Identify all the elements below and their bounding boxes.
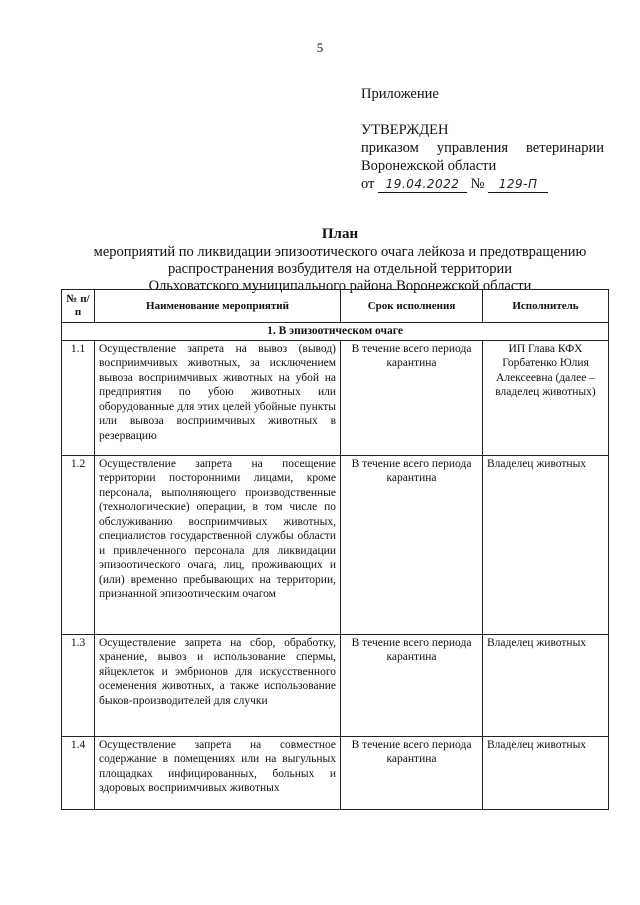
row-activity: Осуществление запрета на вывоз (вывод) восприимчивых животных, за исключением вывоза восприимчивых животных на убой на предприятия по убою животных или оборудованные для этих целей убойные пункты или вывоза восприимчивых животных в резервацию (95, 340, 341, 455)
title-line-3: Ольховатского муниципального района Воронежской области (148, 278, 532, 294)
approval-order-line: приказом управления ветеринарии (361, 140, 604, 156)
handwritten-date: 19.04.2022 (378, 177, 467, 193)
plan-heading: План (321, 226, 359, 242)
section-title: 1. В эпизоотическом очаге (62, 323, 609, 341)
from-label: от (361, 176, 375, 192)
title-line-2: распространения возбудителя на отдельной территории (168, 261, 512, 277)
row-number: 1.2 (62, 455, 95, 634)
header-term: Срок исполнения (341, 290, 483, 323)
approved-label: УТВЕРЖДЕН (361, 122, 449, 138)
row-activity: Осуществление запрета на совместное содержание в помещениях или на выгульных площадках инфицированных, больных и здоровых восприимчивых животных (95, 736, 341, 809)
number-label: № (470, 176, 485, 192)
header-num: № п/п (62, 290, 95, 323)
table-row (62, 634, 609, 736)
table-row (62, 340, 609, 455)
section-row (62, 323, 609, 341)
measures-table (61, 289, 609, 810)
row-activity: Осуществление запрета на сбор, обработку, хранение, вывоз и использование спермы, яйцеклеток и эмбрионов для искусственного осеменения животных, а также использование быков-производителей для случки (95, 634, 341, 736)
row-term: В течение всего периода карантина (341, 455, 483, 634)
row-term: В течение всего периода карантина (341, 634, 483, 736)
row-executor: Владелец животных (483, 634, 609, 736)
row-executor: Владелец животных (483, 736, 609, 809)
table-header-row (62, 290, 609, 323)
table-row (62, 736, 609, 809)
row-number: 1.4 (62, 736, 95, 809)
header-executor: Исполнитель (483, 290, 609, 323)
row-number: 1.1 (62, 340, 95, 455)
row-term: В течение всего периода карантина (341, 736, 483, 809)
row-executor: Владелец животных (483, 455, 609, 634)
approval-region: Воронежской области (361, 158, 497, 174)
title-line-1: мероприятий по ликвидации эпизоотического очага лейкоза и предотвращению (93, 244, 587, 260)
document-title (40, 226, 640, 295)
table-row (62, 455, 609, 634)
approval-block (361, 121, 604, 193)
approval-date-number-line (361, 175, 604, 193)
header-activity: Наименование мероприятий (95, 290, 341, 323)
page-number: 5 (316, 40, 324, 55)
handwritten-number: 129-П (488, 177, 548, 193)
row-term: В течение всего периода карантина (341, 340, 483, 455)
row-activity: Осуществление запрета на посещение территории посторонними лицами, кроме персонала, выполняющего производственные (технологические) операции, в том числе по обслуживанию восприимчивых животных, специалистов государственной службы области и привлеченного персонала для ликвидации эпизоотического очага, лиц, проживающих и (или) временно пребывающих на территории, признанной эпизоотическим очагом (95, 455, 341, 634)
row-number: 1.3 (62, 634, 95, 736)
appendix-label: Приложение (361, 86, 439, 102)
row-executor: ИП Глава КФХ Горбатенко Юлия Алексеевна (далее – владелец животных) (483, 340, 609, 455)
